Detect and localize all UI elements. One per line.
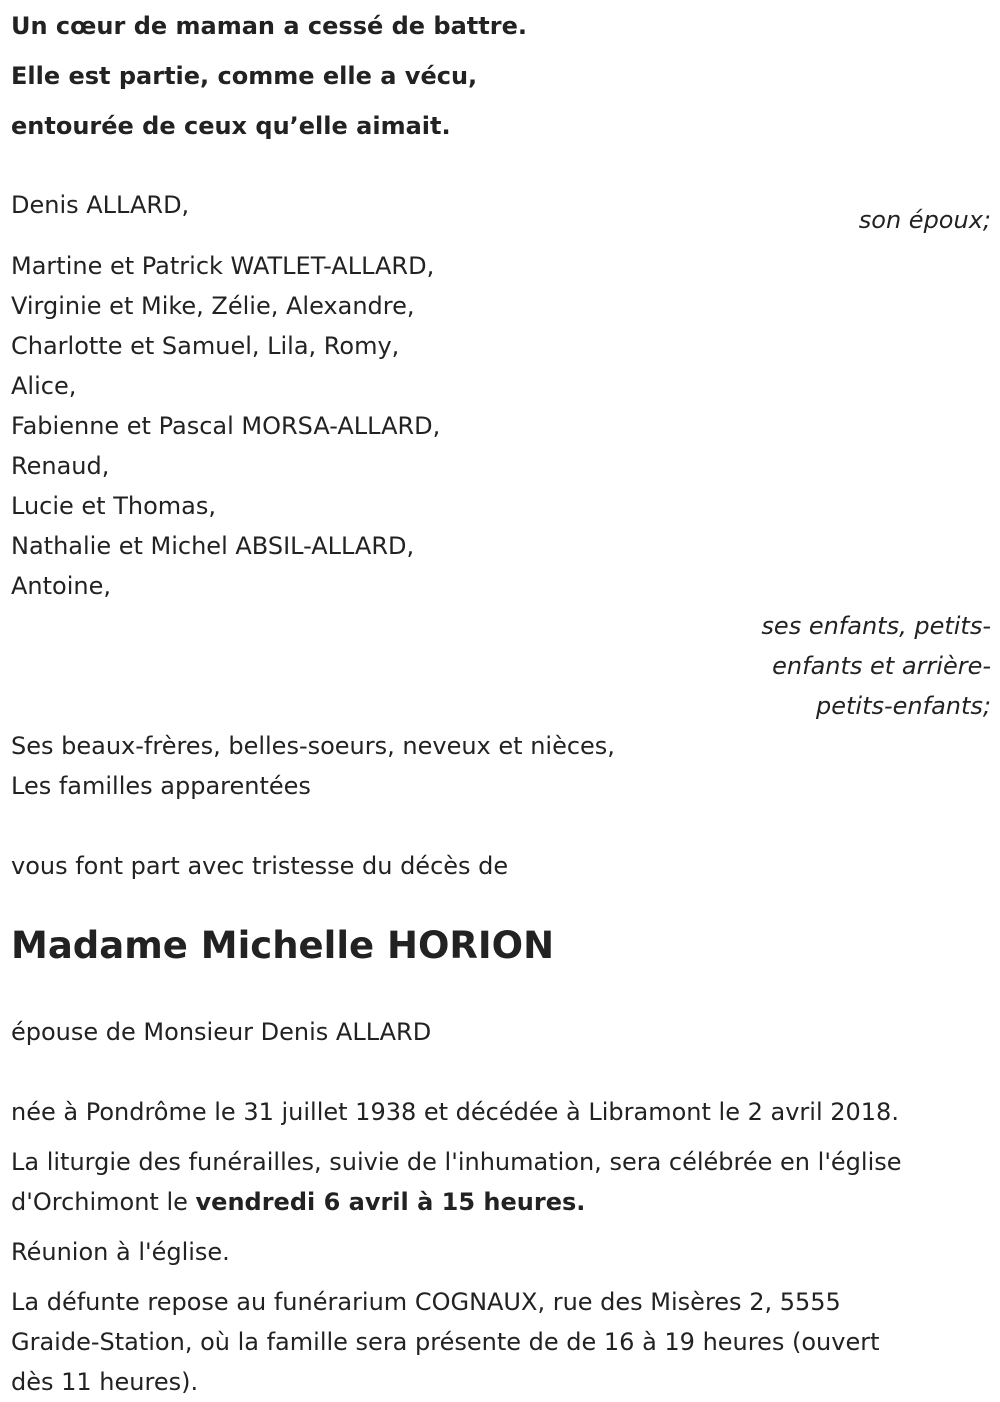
spouse-role: son époux; <box>858 206 991 234</box>
funeral-home-line: dès 11 heures). <box>11 1368 199 1396</box>
quote-line: entourée de ceux qu’elle aimait. <box>11 112 451 140</box>
meeting-info: Réunion à l'église. <box>11 1238 230 1266</box>
liturgy-prefix: d'Orchimont le <box>11 1188 196 1216</box>
family-line: Alice, <box>11 372 77 400</box>
quote-line: Un cœur de maman a cessé de battre. <box>11 12 527 40</box>
family-line: Martine et Patrick WATLET-ALLARD, <box>11 252 435 280</box>
family-line: Virginie et Mike, Zélie, Alexandre, <box>11 292 415 320</box>
liturgy-date: vendredi 6 avril à 15 heures. <box>195 1188 586 1216</box>
family-line: Renaud, <box>11 452 110 480</box>
funeral-home-line: Graide-Station, où la famille sera présente de de 16 à 19 heures (ouvert <box>11 1328 880 1356</box>
birth-death-info: née à Pondrôme le 31 juillet 1938 et décédée à Libramont le 2 avril 2018. <box>11 1098 899 1126</box>
liturgy-line: La liturgie des funérailles, suivie de l'inhumation, sera célébrée en l'église <box>11 1148 902 1176</box>
spouse-of: épouse de Monsieur Denis ALLARD <box>11 1018 432 1046</box>
role-line: ses enfants, petits- <box>761 612 991 640</box>
family-line: Nathalie et Michel ABSIL-ALLARD, <box>11 532 415 560</box>
deceased-name: Madame Michelle HORION <box>11 924 555 967</box>
family-line: Fabienne et Pascal MORSA-ALLARD, <box>11 412 441 440</box>
opening-quote <box>11 0 991 151</box>
family-line: Lucie et Thomas, <box>11 492 216 520</box>
liturgy-info <box>11 1142 991 1222</box>
quote-line: Elle est partie, comme elle a vécu, <box>11 62 478 90</box>
children-role <box>11 606 991 726</box>
relatives-list <box>11 726 991 806</box>
role-line: enfants et arrière- <box>772 652 991 680</box>
family-line: Antoine, <box>11 572 111 600</box>
relatives-line: Les familles apparentées <box>11 772 311 800</box>
liturgy-line <box>11 1182 991 1222</box>
funeral-home-line: La défunte repose au funérarium COGNAUX, rue des Misères 2, 5555 <box>11 1288 841 1316</box>
obituary-page <box>11 0 991 1402</box>
role-line: petits-enfants; <box>816 692 991 720</box>
spouse-name: Denis ALLARD, <box>11 191 190 219</box>
spouse-section <box>11 187 991 234</box>
children-list <box>11 246 991 606</box>
announcement: vous font part avec tristesse du décès de <box>11 852 509 880</box>
relatives-line: Ses beaux-frères, belles-soeurs, neveux et nièces, <box>11 732 615 760</box>
family-line: Charlotte et Samuel, Lila, Romy, <box>11 332 400 360</box>
funeral-home-info <box>11 1282 991 1402</box>
